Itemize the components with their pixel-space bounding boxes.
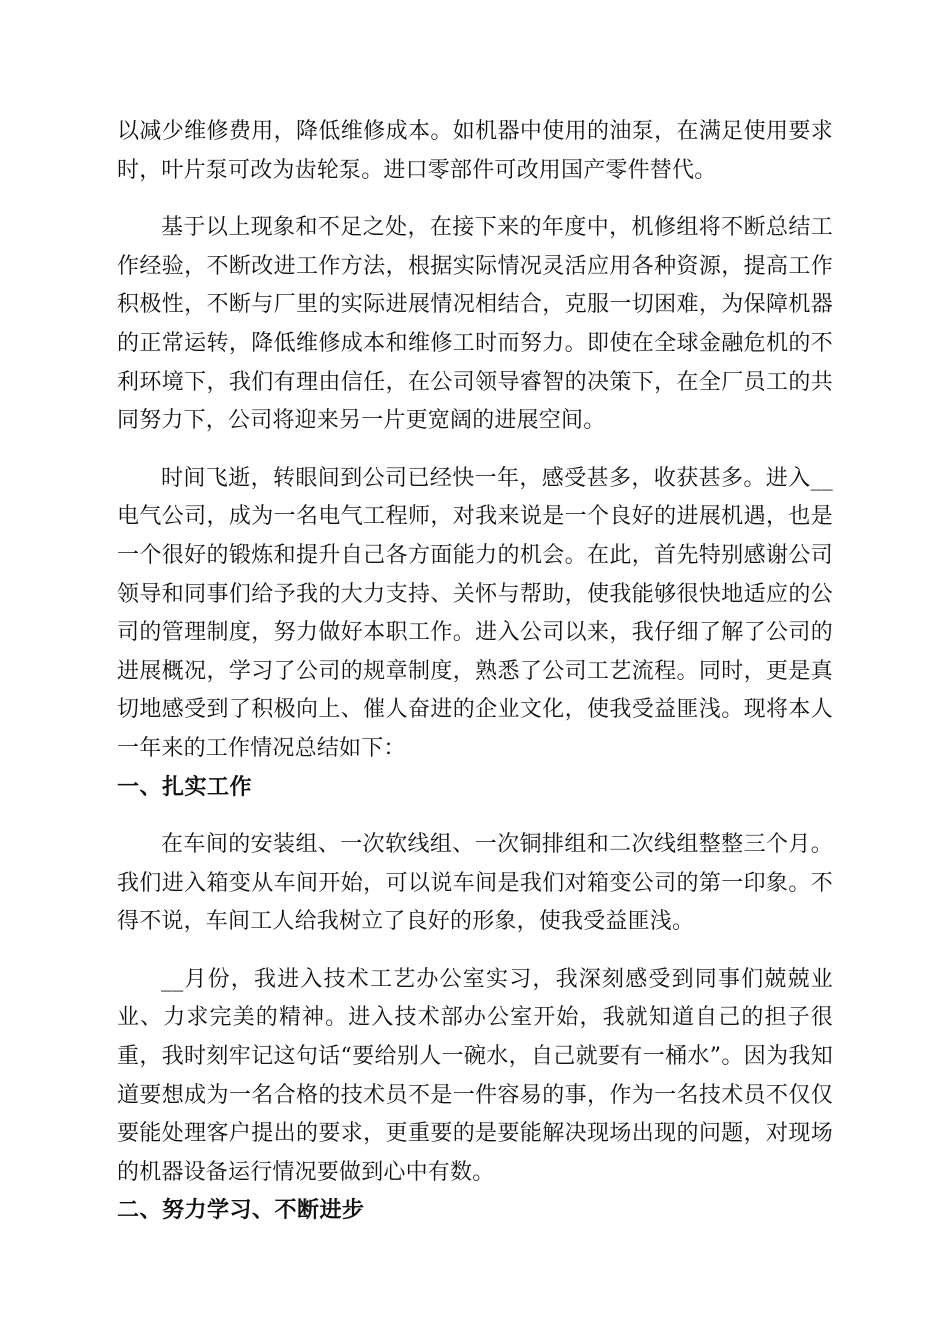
document-page — [117, 113, 833, 1231]
paragraph-annual-intro: 时间飞逝，转眼间到公司已经快一年，感受甚多，收获甚多。进入__电气公司，成为一名电气工程师，对我来说是一个良好的进展机遇，也是一个很好的锻炼和提升自己各方面能力的机会。在此，首先特别感谢公司领导和同事们给予我的大力支持、关怀与帮助，使我能够很快地适应的公司的管理制度，努力做好本职工作。进入公司以来，我仔细了解了公司的进展概况，学习了公司的规章制度，熟悉了公司工艺流程。同时，更是真切地感受到了积极向上、催人奋进的企业文化，使我受益匪浅。现将本人一年来的工作情况总结如下： — [117, 465, 833, 761]
section-heading-solid-work: 一、扎实工作 — [117, 774, 253, 800]
paragraph-tech-office: __月份，我进入技术工艺办公室实习，我深刻感受到同事们兢兢业业、力求完美的精神。进入技术部办公室开始，我就知道自己的担子很重，我时刻牢记这句话“要给别人一碗水，自己就要有一桶水”。因为我知道要想成为一名合格的技术员不是一件容易的事，作为一名技术员不仅仅要能处理客户提出的要求，更重要的是要能解决现场出现的问题，对现场的机器设备运行情况要做到心中有数。 — [117, 966, 833, 1185]
paragraph-next-year-plan: 基于以上现象和不足之处，在接下来的年度中，机修组将不断总结工作经验，不断改进工作方法，根据实际情况灵活应用各种资源，提高工作积极性，不断与厂里的实际进展情况相结合，克服一切困难，为保障机器的正常运转，降低维修成本和维修工时而努力。即使在全球金融危机的不利环境下，我们有理由信任，在公司领导睿智的决策下，在全厂员工的共同努力下，公司将迎来另一片更宽阔的进展空间。 — [117, 215, 833, 434]
section-heading-study-progress: 二、努力学习、不断进步 — [117, 1198, 365, 1224]
paragraph-workshop: 在车间的安装组、一次软线组、一次铜排组和二次线组整整三个月。我们进入箱变从车间开始，可以说车间是我们对箱变公司的第一印象。不得不说，车间工人给我树立了良好的形象，使我受益匪浅。 — [117, 832, 833, 935]
paragraph-maintenance-cost: 以减少维修费用，降低维修成本。如机器中使用的油泵，在满足使用要求时，叶片泵可改为齿轮泵。进口零部件可改用国产零件替代。 — [117, 119, 833, 183]
